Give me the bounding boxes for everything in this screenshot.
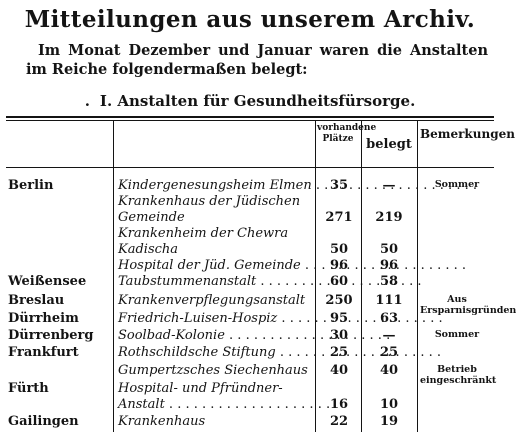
cell-institution: Krankenhaus der Jüdischen [118,194,301,209]
cell-plaetze: 95 [329,311,349,326]
header-belegt: belegt [366,137,412,152]
cell-plaetze: 22 [329,414,349,429]
header-bemerkungen: Bemerkungen [420,127,515,141]
cell-institution: Rothschildsche Stiftung . . . [118,345,312,360]
cell-institution: Soolbad-Kolonie . . . [118,328,312,343]
cell-city: Dürrenberg [8,328,94,343]
cell-city: Dürrheim [8,311,79,326]
cell-institution: Friedrich-Luisen-Hospiz . . . [118,311,312,326]
cell-plaetze: 35 [329,178,349,193]
cell-institution: Kindergenesungsheim Elmen . . . [118,178,312,193]
cell-city: Fürth [8,381,49,396]
cell-city: Berlin [8,178,54,193]
cell-belegt: 10 [379,397,399,412]
cell-plaetze: 16 [329,397,349,412]
cell-belegt: 111 [375,293,403,308]
cell-belegt: 25 [379,345,399,360]
cell-plaetze: 25 [329,345,349,360]
cell-note: Sommer [434,329,480,340]
section-title: I. Anstalten für Gesundheitsfürsorge. [99,92,416,110]
cell-institution: Kadischa [118,242,179,257]
cell-city: Frankfurt [8,345,79,360]
section-bullet: . [84,92,90,110]
cell-institution: Gemeinde [118,210,185,225]
cell-belegt: 50 [379,242,399,257]
cell-plaetze: 96 [329,258,349,273]
cell-belegt: 40 [379,363,399,378]
cell-institution: Krankenhaus [118,414,206,429]
cell-note: Sommer [434,179,480,190]
table-top-rule [6,116,494,118]
cell-plaetze: 60 [329,274,349,289]
cell-belegt: 219 [375,210,403,225]
cell-belegt: — [382,178,396,193]
cell-institution: Anstalt . . . [118,397,312,412]
cell-city: Breslau [8,293,65,308]
cell-plaetze: 40 [329,363,349,378]
cell-note: Betrieb eingeschränkt [420,364,497,386]
cell-institution: Krankenverpflegungsanstalt [118,293,306,308]
column-divider [113,120,114,432]
cell-institution: Krankenheim der Chewra [118,226,289,241]
cell-belegt: 19 [379,414,399,429]
page-title: Mitteilungen aus unserem Archiv. [24,6,476,33]
cell-belegt: 58 [379,274,399,289]
intro-paragraph: Im Monat Dezember und Januar waren die Anstalten im Reiche folgendermaßen belegt: [26,42,488,78]
section-heading [0,92,500,110]
cell-belegt: — [382,328,396,343]
cell-institution: Taubstummenanstalt . . . [118,274,312,289]
table-top-rule-thin [6,120,494,121]
cell-note: Aus Ersparnisgründen [420,294,516,316]
cell-institution: Hospital der Jüd. Gemeinde . . . [118,258,312,273]
cell-plaetze: 50 [329,242,349,257]
cell-belegt: 96 [379,258,399,273]
cell-belegt: 63 [379,311,399,326]
cell-institution: Gumpertzsches Siechenhaus [118,363,308,378]
cell-city: Gailingen [8,414,79,429]
cell-city: Weißensee [8,274,87,289]
cell-plaetze: 271 [325,210,353,225]
header-plaetze: vorhandene Plätze [317,123,377,144]
cell-plaetze: 30 [329,328,349,343]
cell-institution: Hospital- und Pfründner- [118,381,283,396]
cell-plaetze: 250 [325,293,353,308]
table-header-rule [6,167,494,168]
